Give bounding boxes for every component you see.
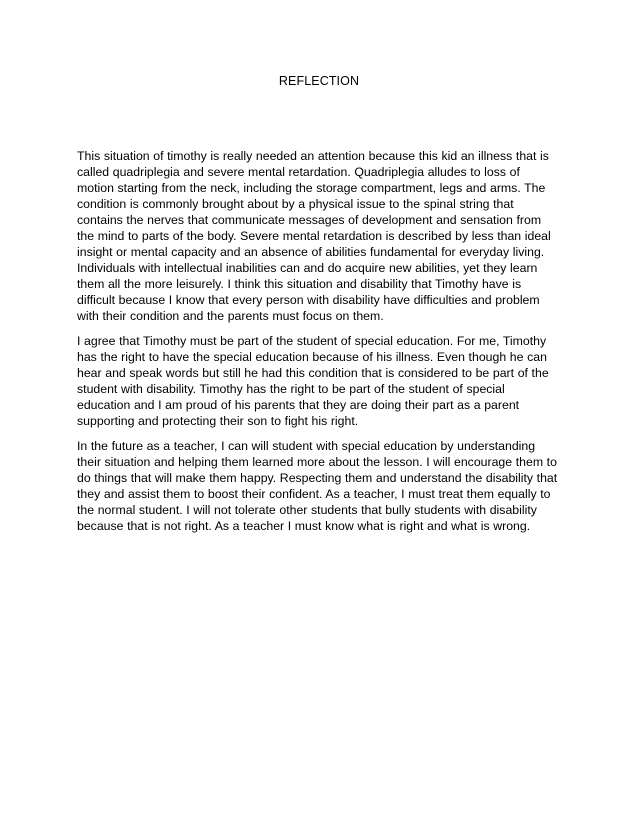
- text-line: This situation of timothy is really needed an attention because this kid an illness that is: [77, 149, 549, 163]
- text-line: the mind to parts of the body. Severe mental retardation is described by less than ideal: [77, 229, 551, 243]
- text-line: education and I am proud of his parents that they are doing their part as a parent: [77, 398, 520, 412]
- text-line: contains the nerves that communicate messages of development and sensation from: [77, 213, 542, 227]
- text-line: Individuals with intellectual inabilities can and do acquire new abilities, yet they learn: [77, 261, 538, 275]
- text-line: In the future as a teacher, I can will student with special education by understanding: [77, 439, 536, 453]
- document-title: REFLECTION: [278, 74, 360, 88]
- text-line: their situation and helping them learned more about the lesson. I will encourage them to: [77, 455, 557, 469]
- text-line: supporting and protecting their son to fight his right.: [77, 414, 359, 428]
- text-line: condition is commonly brought about by a physical issue to the spinal string that: [77, 197, 514, 211]
- paragraph-3: [77, 438, 563, 534]
- text-line: student with disability. Timothy has the right to be part of the student of special: [77, 382, 505, 396]
- text-line: called quadriplegia and severe mental retardation. Quadriplegia alludes to loss of: [77, 165, 520, 179]
- text-line: because that is not right. As a teacher I must know what is right and what is wrong.: [77, 519, 531, 533]
- text-line: do things that will make them happy. Respecting them and understand the disability that: [77, 471, 558, 485]
- paragraph-1: [77, 148, 563, 324]
- text-line: the normal student. I will not tolerate other students that bully students with disability: [77, 503, 537, 517]
- text-line: insight or mental capacity and an absence of abilities fundamental for everyday living.: [77, 245, 545, 259]
- paragraph-2: [77, 333, 563, 429]
- text-line: hear and speak words but still he had this condition that is considered to be part of the: [77, 366, 549, 380]
- document-body: [77, 148, 563, 543]
- text-line: them all the more leisurely. I think this situation and disability that Timothy have is: [77, 277, 522, 291]
- text-line: they and assist them to boost their confident. As a teacher, I must treat them equally to: [77, 487, 551, 501]
- text-line: motion starting from the neck, including the storage compartment, legs and arms. The: [77, 181, 546, 195]
- text-line: with their condition and the parents must focus on them.: [77, 309, 384, 323]
- text-line: difficult because I know that every person with disability have difficulties and problem: [77, 293, 540, 307]
- text-line: I agree that Timothy must be part of the student of special education. For me, Timothy: [77, 334, 547, 348]
- text-line: has the right to have the special education because of his illness. Even though he can: [77, 350, 547, 364]
